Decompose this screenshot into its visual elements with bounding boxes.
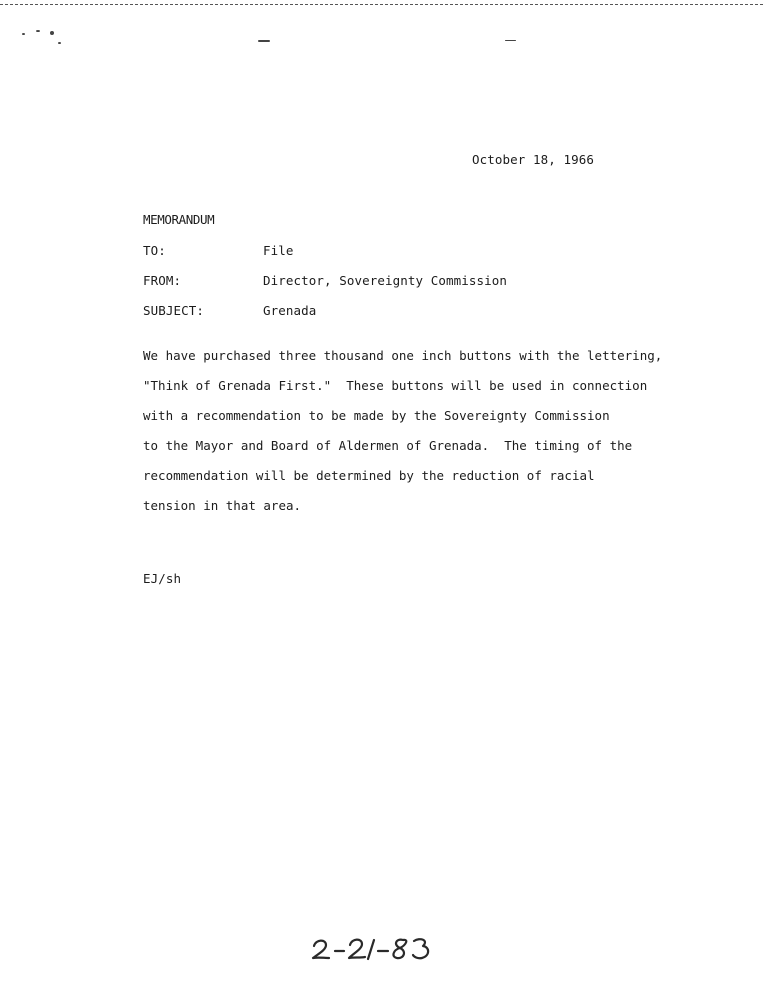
memo-body — [143, 349, 662, 529]
scan-speck — [36, 30, 40, 32]
memo-title: MEMORANDUM — [143, 212, 215, 227]
scan-speck — [505, 40, 516, 41]
body-line: "Think of Grenada First." These buttons will be used in connection — [143, 378, 648, 393]
scan-speck — [258, 40, 270, 42]
scan-speck — [22, 33, 25, 35]
to-label: TO: — [143, 243, 166, 258]
body-line: recommendation will be determined by the reduction of racial — [143, 468, 595, 483]
memo-date: October 18, 1966 — [472, 152, 595, 167]
top-border-rule — [0, 4, 763, 5]
typist-initials: EJ/sh — [143, 571, 182, 586]
handwritten-date-annotation — [310, 934, 450, 968]
body-line: tension in that area. — [143, 498, 302, 513]
to-value: File — [263, 243, 294, 258]
body-line: We have purchased three thousand one inch buttons with the lettering, — [143, 348, 663, 363]
scan-speck — [50, 31, 54, 35]
body-line: with a recommendation to be made by the Sovereignty Commission — [143, 408, 610, 423]
subject-label: SUBJECT: — [143, 303, 205, 318]
from-label: FROM: — [143, 273, 182, 288]
body-line: to the Mayor and Board of Aldermen of Grenada. The timing of the — [143, 438, 633, 453]
from-value: Director, Sovereignty Commission — [263, 273, 508, 288]
subject-value: Grenada — [263, 303, 317, 318]
scan-speck — [58, 42, 61, 44]
